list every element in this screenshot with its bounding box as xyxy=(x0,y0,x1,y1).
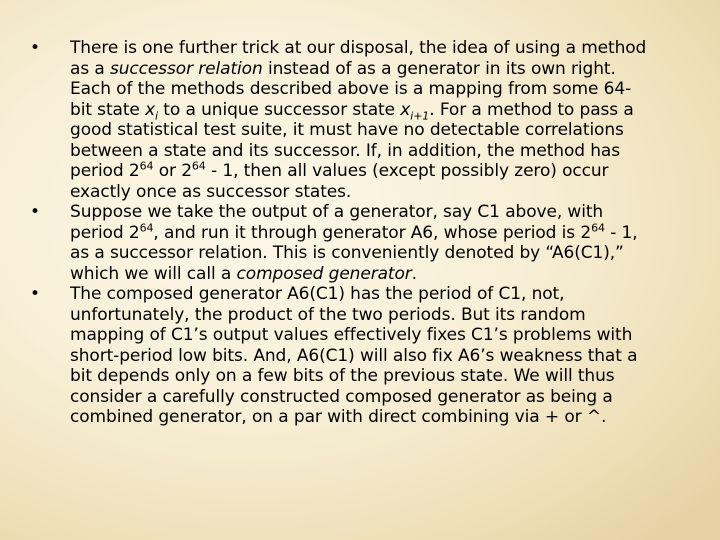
text-line xyxy=(70,220,690,244)
text-run: composed generator xyxy=(236,263,412,284)
text-line xyxy=(70,284,690,305)
text-run: There is one further trick at our disposal, the idea of using a method xyxy=(70,38,647,58)
text-line xyxy=(70,264,690,285)
text-run: short-period low bits. And, A6(C1) will also fix A6’s weakness that a xyxy=(70,345,638,366)
text-line xyxy=(70,387,690,408)
text-run: . xyxy=(411,263,417,284)
text-run: 64 xyxy=(191,159,206,173)
bullet-icon: • xyxy=(30,38,40,58)
text-line xyxy=(70,346,690,367)
text-run: to a unique successor state xyxy=(158,99,401,120)
text-line xyxy=(70,38,690,59)
text-run: - 1, then all values (except possibly zero) occur xyxy=(205,161,609,181)
bullet-item xyxy=(30,38,690,202)
text-line xyxy=(70,202,690,223)
text-run: or 2 xyxy=(153,161,192,181)
text-line xyxy=(70,305,690,326)
text-run: unfortunately, the product of the two periods. But its random xyxy=(70,304,586,325)
text-run: - 1, xyxy=(604,222,638,243)
text-line xyxy=(70,141,690,162)
text-line xyxy=(70,120,690,141)
text-run: x xyxy=(400,99,411,120)
text-line xyxy=(70,325,690,346)
text-run: Each of the methods described above is a mapping from some 64- xyxy=(70,79,632,99)
text-run: 64 xyxy=(591,220,605,234)
text-run: i+1 xyxy=(410,108,430,122)
text-line xyxy=(70,243,690,264)
text-run: as a successor relation. This is conveniently denoted by “A6(C1),” xyxy=(70,243,624,263)
text-line xyxy=(70,59,690,80)
text-run: 64 xyxy=(139,220,154,234)
text-run: bit state xyxy=(70,99,146,120)
text-run: . For a method to pass a xyxy=(429,99,634,120)
text-run: 64 xyxy=(139,159,154,173)
bullet-item xyxy=(30,202,690,284)
text-run: between a state and its successor. If, in addition, the method has xyxy=(70,140,620,161)
text-run: period 2 xyxy=(70,222,140,243)
text-line xyxy=(70,182,690,203)
text-run: mapping of C1’s output values effectively fixes C1’s problems with xyxy=(70,325,633,345)
text-run: instead of as a generator in its own right. xyxy=(262,58,616,79)
text-run: good statistical test suite, it must have no detectable correlations xyxy=(70,120,624,140)
bullet-icon: • xyxy=(30,202,40,222)
text-run: Suppose we take the output of a generator, say C1 above, with xyxy=(70,202,604,222)
text-run: successor relation xyxy=(110,58,263,79)
text-run: consider a carefully constructed composed generator as being a xyxy=(70,386,613,407)
text-run: period 2 xyxy=(70,161,140,181)
text-run: The composed generator A6(C1) has the period of C1, not, xyxy=(70,284,565,304)
text-run: combined generator, on a par with direct combining via + or ^. xyxy=(70,407,607,427)
bullet-item xyxy=(30,284,690,428)
bullet-list xyxy=(30,38,690,428)
text-run: which we will call a xyxy=(70,263,237,284)
text-run: as a xyxy=(70,58,110,79)
text-line xyxy=(70,407,690,428)
text-line xyxy=(70,366,690,387)
text-line xyxy=(70,100,690,121)
bullet-icon: • xyxy=(30,284,40,304)
text-run: exactly once as successor states. xyxy=(70,181,352,202)
text-run: x xyxy=(145,99,156,120)
text-line xyxy=(70,79,690,100)
text-line xyxy=(70,161,690,182)
text-run: i xyxy=(155,108,158,122)
text-run: , and run it through generator A6, whose period is 2 xyxy=(153,222,592,243)
text-run: bit depends only on a few bits of the previous state. We will thus xyxy=(70,366,615,386)
